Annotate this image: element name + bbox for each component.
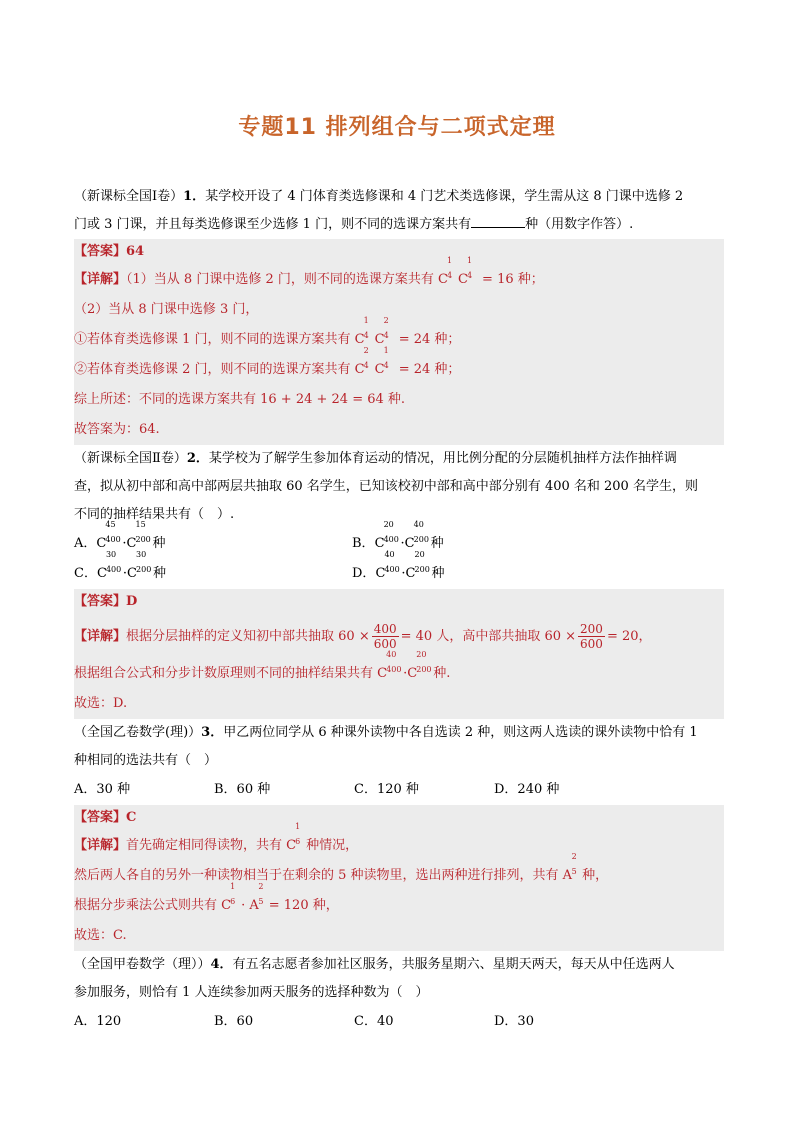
- q4-number: 4．: [210, 957, 233, 972]
- q2-option-a-unit: 种: [152, 536, 166, 551]
- q3-expr-product: C 1 6 · A 2 5: [221, 882, 264, 913]
- q3-line2: 种相同的选法共有（ ）: [74, 753, 218, 768]
- detail-label: 【详解】: [74, 272, 127, 287]
- q3-detail-1b: 种情况，: [306, 838, 359, 853]
- q3-answer: [74, 805, 724, 831]
- q2-option-a-expr: C 45 400 ·C 15 200: [96, 520, 151, 551]
- q1-line1: [74, 183, 724, 211]
- q1-answer: [74, 239, 724, 265]
- q2-expr-result: C 40 400 ·C 20 200: [377, 650, 432, 681]
- q2-option-d[interactable]: [352, 550, 630, 589]
- q2-frac2-den: 600: [580, 637, 603, 651]
- answer-label: 【答案】: [74, 244, 127, 259]
- q3-detail-2: [74, 852, 724, 891]
- q3-detail-3a: 根据分步乘法公式则共有: [74, 898, 222, 913]
- q3-option-a[interactable]: A．30 种: [74, 782, 131, 797]
- q2-option-c[interactable]: [74, 550, 352, 589]
- q1-text2b: 种（用数字作答）.: [525, 217, 634, 232]
- q1-detail-1-text: （1）当从 8 门课中选修 2 门，则不同的选课方案共有: [126, 272, 438, 287]
- q1-source: （新课标全国Ⅰ卷）: [74, 189, 184, 204]
- q3-option-b[interactable]: B．60 种: [214, 782, 271, 797]
- q2-line1: [74, 445, 724, 473]
- q1-answer-value: 64: [126, 244, 145, 259]
- answer-label: 【答案】: [74, 810, 127, 825]
- q2-detail-2b: 种.: [433, 666, 451, 681]
- q2-option-b-unit: 种: [430, 536, 444, 551]
- q2-number: 2．: [186, 451, 209, 466]
- q3-number: 3．: [201, 725, 224, 740]
- q1-detail-1: [74, 256, 724, 295]
- q1-expr-c42c41: C 2 4 C 1 4: [354, 346, 389, 377]
- q1-detail-1-expr: = 16 种；: [482, 272, 544, 287]
- q3-line1: [74, 719, 724, 747]
- q1-detail-4-expr: = 24 种；: [398, 362, 461, 377]
- q3-option-c[interactable]: C．120 种: [354, 782, 419, 797]
- q3-detail-3: [74, 882, 724, 921]
- q1-line2: [74, 211, 724, 239]
- q1-detail-5: 综上所述：不同的选课方案共有 16 + 24 + 24 = 64 种.: [74, 392, 406, 407]
- q2-text1: 某学校为了解学生参加体育运动的情况，用比例分配的分层随机抽样方法作抽样调: [208, 451, 677, 466]
- q1-text1: 某学校开设了 4 门体育类选修课和 4 门艺术类选修课，学生需从这 8 门课中选修 2: [205, 189, 684, 204]
- q1-text2a: 门或 3 门课，并且每类选修课至少选修 1 门，则不同的选课方案共有: [74, 217, 472, 232]
- q3-detail: [74, 822, 724, 951]
- q3-detail-1: [74, 822, 724, 861]
- q4-option-a[interactable]: A．120: [74, 1014, 122, 1029]
- q3-expr-a52: A 2 5: [562, 852, 577, 883]
- q1-detail: [74, 256, 724, 445]
- q2-frac1-num: 400: [373, 622, 397, 636]
- detail-label: 【详解】: [74, 629, 127, 644]
- q2-option-c-expr: C 30 400 ·C 30 200: [96, 550, 152, 581]
- q4-text1: 有五名志愿者参加社区服务，共服务星期六、星期天两天，每天从中任选两人: [232, 957, 675, 972]
- q2-line2: 查，拟从初中部和高中部两层共抽取 60 名学生，已知该校初中部和高中部分别有 400 名和 200 名学生，则: [74, 479, 698, 494]
- q2-option-c-unit: 种: [153, 566, 167, 581]
- q3-detail-2a: 然后两人各自的另外一种读物相当于在剩余的 5 种读物里，选出两种进行排列，共有: [74, 868, 563, 883]
- q4-option-c[interactable]: C．40: [354, 1014, 394, 1029]
- q4-options: [74, 1007, 724, 1037]
- q2-answer-value: D: [126, 594, 138, 609]
- q2-detail-1b: = 40 人，高中部共抽取 60 ×: [400, 629, 577, 644]
- q2-source: （新课标全国Ⅱ卷）: [74, 451, 187, 466]
- q1-detail-3-text: ①若体育类选修课 1 门，则不同的选课方案共有: [74, 332, 355, 347]
- q3-detail-1a: 首先确定相同得读物，共有: [126, 838, 287, 853]
- detail-label: 【详解】: [74, 838, 127, 853]
- q2-option-d-unit: 种: [431, 566, 445, 581]
- q1-expr-c41c41: C 1 4 C 1 4: [438, 256, 473, 287]
- q3-source: （全国乙卷数学(理)）: [74, 725, 202, 740]
- q2-detail-1: [74, 615, 724, 659]
- q3-option-d[interactable]: D．240 种: [494, 782, 560, 797]
- q2-fraction-2: [578, 622, 605, 651]
- q2-frac2-num: 200: [580, 622, 603, 636]
- q2-option-d-label: D．: [352, 566, 376, 581]
- q2-detail-1c: = 20，: [606, 629, 652, 644]
- q2-option-d-expr: C 40 400 ·C 20 200: [375, 550, 430, 581]
- q4-line2: 参加服务，则恰有 1 人连续参加两天服务的选择种数为（ ）: [74, 985, 429, 1000]
- q3-detail-4: 故选：C.: [74, 928, 127, 943]
- q2-detail-1a: 根据分层抽样的定义知初中部共抽取 60 ×: [126, 629, 370, 644]
- answer-label: 【答案】: [74, 594, 127, 609]
- page-title: 专题11 排列组合与二项式定理: [238, 115, 556, 140]
- q4-option-b[interactable]: B．60: [214, 1014, 254, 1029]
- q2-option-b-label: B．: [352, 536, 375, 551]
- q1-detail-4: [74, 346, 724, 385]
- q1-number: 1．: [183, 189, 206, 204]
- q3-options: [74, 775, 724, 805]
- q3-expr-c61: C 1 6: [286, 822, 301, 853]
- q4-option-d[interactable]: D．30: [494, 1014, 534, 1029]
- q1-detail-3-expr: = 24 种；: [398, 332, 461, 347]
- q3-text1: 甲乙两位同学从 6 种课外读物中各自选读 2 种，则这两人选读的课外读物中恰有 1: [223, 725, 698, 740]
- q2-frac1-den: 600: [373, 637, 397, 651]
- q4-source: （全国甲卷数学（理））: [74, 957, 211, 972]
- q2-options-row2: [74, 550, 724, 589]
- content: [74, 183, 724, 1037]
- q2-detail-2: [74, 650, 724, 689]
- q4-line1: [74, 951, 724, 979]
- q1-expr-c41c42: C 1 4 C 2 4: [354, 316, 389, 347]
- q2-detail: [74, 615, 724, 719]
- q1-answer-blank: [471, 213, 525, 228]
- q2-fraction-1: [372, 622, 399, 651]
- q2-option-c-label: C．: [74, 566, 97, 581]
- q2-line3: 不同的抽样结果共有（ ）.: [74, 507, 235, 522]
- q2-detail-2a: 根据组合公式和分步计数原理则不同的抽样结果共有: [74, 666, 378, 681]
- q1-detail-2: （2）当从 8 门课中选修 3 门，: [74, 302, 259, 317]
- q1-detail-3: [74, 316, 724, 355]
- q1-detail-6: 故答案为：64.: [74, 422, 160, 437]
- q2-option-b-expr: C 20 400 ·C 40 200: [374, 520, 429, 551]
- q3-detail-3b: = 120 种，: [268, 898, 339, 913]
- q2-answer: [74, 589, 724, 615]
- q2-detail-3: 故选：D.: [74, 696, 128, 711]
- q3-answer-value: C: [126, 810, 137, 825]
- q3-detail-2b: 种，: [582, 868, 609, 883]
- q2-option-a-label: A．: [74, 536, 97, 551]
- q1-detail-4-text: ②若体育类选修课 2 门，则不同的选课方案共有: [74, 362, 355, 377]
- q2-options-row1: [74, 520, 724, 559]
